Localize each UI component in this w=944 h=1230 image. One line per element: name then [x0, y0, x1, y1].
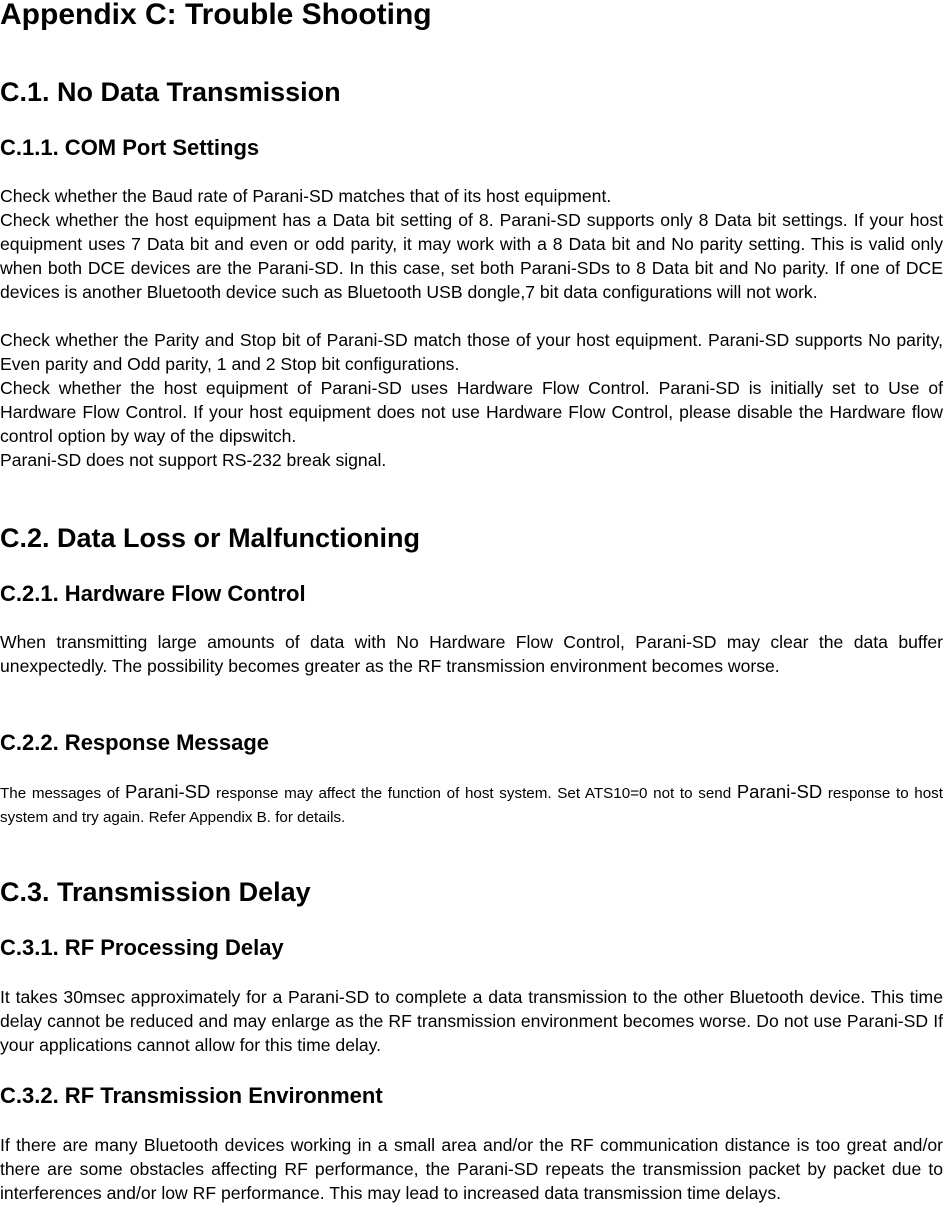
paragraph-data-bit: Check whether the host equipment has a Data bit setting of 8. Parani-SD supports only 8 Data bit settings. If your host equipment uses 7 Data bit and even or odd parity, it may work with a 8 Data bit and No parity setting. This is valid only when both DCE devices are the Parani-SD. In this case, set both Parani-SDs to 8 Data bit and No parity. If one of DCE devices is another Bluetooth device such as Bluetooth USB dongle,7 bit data configurations will not work. — [0, 210, 943, 302]
subsection-heading-c1-1: C.1.1. COM Port Settings — [0, 135, 260, 160]
paragraph-baud-rate: Check whether the Baud rate of Parani-SD matches that of its host equipment. — [0, 186, 612, 206]
section-heading-c3: C.3. Transmission Delay — [0, 877, 311, 907]
paragraph-flow-control: Check whether the host equipment of Parani-SD uses Hardware Flow Control. Parani-SD is initially set to Use of Hardware Flow Control. If your host equipment does not use Hardware Flow Control, please disable the Hardware flow control option by way of the dipswitch. — [0, 378, 943, 446]
subsection-heading-c3-2: C.3.2. RF Transmission Environment — [0, 1083, 383, 1108]
paragraph-break-signal: Parani-SD does not support RS-232 break signal. — [0, 450, 387, 470]
response-text-part-1: The messages of — [0, 785, 126, 802]
section-heading-c1: C.1. No Data Transmission — [0, 77, 341, 107]
paragraph-rf-transmission-environment: If there are many Bluetooth devices working in a small area and/or the RF communication distance is too great and/or there are some obstacles affecting RF performance, the Parani-SD repeats the transmission packet by packet due to interferences and/or low RF performance. This may lead to increased data transmission time delays. — [0, 1135, 943, 1203]
response-text-product-2: Parani-SD — [736, 781, 823, 802]
paragraph-rf-processing-delay: It takes 30msec approximately for a Parani-SD to complete a data transmission to the other Bluetooth device. This time delay cannot be reduced and may enlarge as the RF transmission environment becomes worse. Do not use Parani-SD If your applications cannot allow for this time delay. — [0, 987, 943, 1055]
section-heading-c2: C.2. Data Loss or Malfunctioning — [0, 523, 421, 553]
paragraph-response-message — [0, 780, 943, 830]
paragraph-parity-stop-bit: Check whether the Parity and Stop bit of Parani-SD match those of your host equipment. Parani-SD supports No parity, Even parity and Odd parity, 1 and 2 Stop bit configurations. — [0, 330, 943, 374]
response-text-part-2: response may affect the function of host system. Set ATS10=0 not to send — [210, 785, 737, 802]
subsection-heading-c2-2: C.2.2. Response Message — [0, 730, 270, 755]
subsection-heading-c2-1: C.2.1. Hardware Flow Control — [0, 581, 306, 606]
response-text-product-1: Parani-SD — [125, 781, 211, 802]
response-text-part-3: response to host system and try again. Refer Appendix B. for details. — [0, 785, 943, 826]
paragraph-hardware-flow-control: When transmitting large amounts of data with No Hardware Flow Control, Parani-SD may clear the data buffer unexpectedly. The possibility becomes greater as the RF transmission environment becomes worse. — [0, 632, 943, 676]
page-title: Appendix C: Trouble Shooting — [0, 0, 432, 31]
subsection-heading-c3-1: C.3.1. RF Processing Delay — [0, 935, 284, 960]
